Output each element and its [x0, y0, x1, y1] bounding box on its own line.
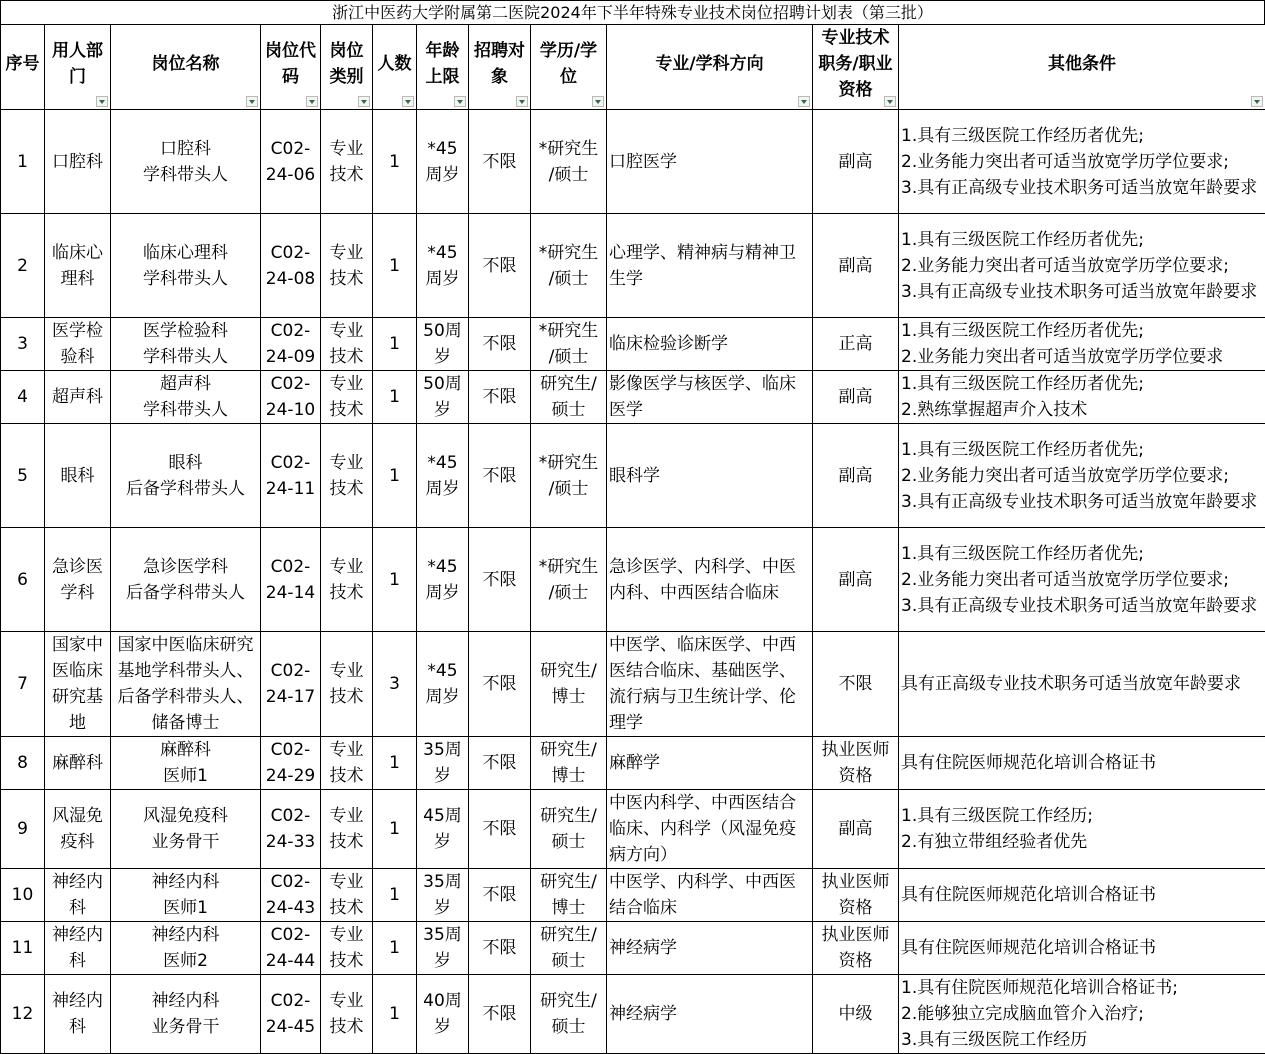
cell-col-headcount[interactable]: 1: [373, 528, 417, 632]
cell-col-index[interactable]: 1: [1, 110, 45, 214]
cell-col-major[interactable]: 神经病学: [607, 975, 813, 1054]
cell-col-headcount[interactable]: 1: [373, 975, 417, 1054]
header-label: 用人部门: [47, 38, 108, 96]
cell-col-education[interactable]: *研究生 /硕士: [531, 214, 607, 318]
cell-col-position-code[interactable]: C02- 24-08: [261, 214, 321, 318]
cell-col-other-conditions[interactable]: 具有住院医师规范化培训合格证书: [899, 737, 1265, 790]
cell-col-target[interactable]: 不限: [469, 528, 531, 632]
cell-col-age-limit[interactable]: 45周 岁: [417, 790, 469, 869]
cell-col-age-limit[interactable]: *45 周岁: [417, 110, 469, 214]
header-label: 岗位类别: [323, 38, 370, 96]
cell-col-other-conditions[interactable]: 1.具有三级医院工作经历者优先; 2.业务能力突出者可适当放宽学历学位要求; 3.具有正高级专业技术职务可适当放宽年龄要求: [899, 424, 1265, 528]
table-row: [1, 318, 1265, 371]
cell-col-position-code[interactable]: C02- 24-11: [261, 424, 321, 528]
header-col-position-name: [111, 25, 261, 110]
cell-col-position-name[interactable]: 急诊医学科 后备学科带头人: [111, 528, 261, 632]
cell-col-headcount[interactable]: 1: [373, 318, 417, 371]
cell-col-headcount[interactable]: 1: [373, 214, 417, 318]
cell-col-index[interactable]: 5: [1, 424, 45, 528]
cell-col-position-code[interactable]: C02- 24-45: [261, 975, 321, 1054]
cell-col-other-conditions[interactable]: 1.具有三级医院工作经历者优先; 2.熟练掌握超声介入技术: [899, 371, 1265, 424]
table-row: [1, 110, 1265, 214]
cell-col-index[interactable]: 9: [1, 790, 45, 869]
header-label: 其他条件: [901, 51, 1263, 83]
cell-col-major[interactable]: 影像医学与核医学、临床医学: [607, 371, 813, 424]
cell-col-qualification[interactable]: 执业医师 资格: [813, 869, 899, 922]
table-row: [1, 214, 1265, 318]
header-label: 岗位名称: [113, 51, 258, 83]
cell-col-position-code[interactable]: C02- 24-14: [261, 528, 321, 632]
header-col-department: [45, 25, 111, 110]
table-row: [1, 975, 1265, 1054]
cell-col-position-name[interactable]: 超声科 学科带头人: [111, 371, 261, 424]
cell-col-position-type[interactable]: 专业 技术: [321, 110, 373, 214]
cell-col-major[interactable]: 心理学、精神病与精神卫生学: [607, 214, 813, 318]
cell-col-index[interactable]: 2: [1, 214, 45, 318]
dropdown-filter-icon[interactable]: [516, 96, 528, 107]
cell-col-department[interactable]: 医学检 验科: [45, 318, 111, 371]
cell-col-other-conditions[interactable]: 1.具有三级医院工作经历者优先; 2.业务能力突出者可适当放宽学历学位要求; 3.具有正高级专业技术职务可适当放宽年龄要求: [899, 110, 1265, 214]
cell-col-position-name[interactable]: 眼科 后备学科带头人: [111, 424, 261, 528]
cell-col-index[interactable]: 4: [1, 371, 45, 424]
cell-col-other-conditions[interactable]: 具有住院医师规范化培训合格证书: [899, 922, 1265, 975]
cell-col-department[interactable]: 神经内 科: [45, 869, 111, 922]
cell-col-position-name[interactable]: 口腔科 学科带头人: [111, 110, 261, 214]
table-row: [1, 869, 1265, 922]
dropdown-filter-icon[interactable]: [358, 96, 370, 107]
cell-col-qualification[interactable]: 执业医师 资格: [813, 737, 899, 790]
table-row: [1, 528, 1265, 632]
cell-col-education[interactable]: *研究生 /硕士: [531, 424, 607, 528]
cell-col-position-name[interactable]: 神经内科 医师2: [111, 922, 261, 975]
cell-col-headcount[interactable]: 1: [373, 110, 417, 214]
cell-col-department[interactable]: 神经内 科: [45, 975, 111, 1054]
cell-col-other-conditions[interactable]: 具有正高级专业技术职务可适当放宽年龄要求: [899, 632, 1265, 737]
cell-col-target[interactable]: 不限: [469, 632, 531, 737]
cell-col-other-conditions[interactable]: 1.具有三级医院工作经历者优先; 2.业务能力突出者可适当放宽学历学位要求; 3.具有正高级专业技术职务可适当放宽年龄要求: [899, 528, 1265, 632]
cell-col-target[interactable]: 不限: [469, 737, 531, 790]
cell-col-headcount[interactable]: 3: [373, 632, 417, 737]
cell-col-position-name[interactable]: 神经内科 业务骨干: [111, 975, 261, 1054]
table-row: [1, 424, 1265, 528]
cell-col-position-type[interactable]: 专业 技术: [321, 371, 373, 424]
cell-col-position-name[interactable]: 国家中医临床研究 基地学科带头人、 后备学科带头人、 储备博士: [111, 632, 261, 737]
header-col-index: [1, 25, 45, 110]
table-row: [1, 737, 1265, 790]
cell-col-target[interactable]: 不限: [469, 110, 531, 214]
cell-col-index[interactable]: 8: [1, 737, 45, 790]
cell-col-position-code[interactable]: C02- 24-17: [261, 632, 321, 737]
cell-col-other-conditions[interactable]: 1.具有住院医师规范化培训合格证书; 2.能够独立完成脑血管介入治疗; 3.具有三级医院工作经历: [899, 975, 1265, 1054]
header-col-target: [469, 25, 531, 110]
cell-col-qualification[interactable]: 执业医师 资格: [813, 922, 899, 975]
header-label: 人数: [375, 51, 414, 83]
cell-col-qualification[interactable]: 副高: [813, 371, 899, 424]
dropdown-filter-icon[interactable]: [246, 96, 258, 107]
cell-col-department[interactable]: 临床心 理科: [45, 214, 111, 318]
cell-col-position-type[interactable]: 专业 技术: [321, 424, 373, 528]
header-label: 专业/学科方向: [609, 51, 810, 83]
dropdown-filter-icon[interactable]: [96, 96, 108, 107]
cell-col-education[interactable]: 研究生/ 硕士: [531, 371, 607, 424]
cell-col-position-type[interactable]: 专业 技术: [321, 632, 373, 737]
cell-col-target[interactable]: 不限: [469, 922, 531, 975]
table-row: [1, 371, 1265, 424]
cell-col-position-name[interactable]: 风湿免疫科 业务骨干: [111, 790, 261, 869]
cell-col-qualification[interactable]: 正高: [813, 318, 899, 371]
cell-col-department[interactable]: 国家中 医临床 研究基 地: [45, 632, 111, 737]
dropdown-filter-icon[interactable]: [454, 96, 466, 107]
cell-col-major[interactable]: 中医学、临床医学、中西医结合临床、基础医学、流行病与卫生统计学、伦理学: [607, 632, 813, 737]
cell-col-position-name[interactable]: 神经内科 医师1: [111, 869, 261, 922]
cell-col-education[interactable]: 研究生/ 博士: [531, 869, 607, 922]
cell-col-headcount[interactable]: 1: [373, 790, 417, 869]
cell-col-age-limit[interactable]: 35周 岁: [417, 922, 469, 975]
cell-col-department[interactable]: 眼科: [45, 424, 111, 528]
cell-col-index[interactable]: 10: [1, 869, 45, 922]
cell-col-position-type[interactable]: 专业 技术: [321, 737, 373, 790]
cell-col-position-code[interactable]: C02- 24-44: [261, 922, 321, 975]
cell-col-major[interactable]: 急诊医学、内科学、中医内科、中西医结合临床: [607, 528, 813, 632]
cell-col-education[interactable]: *研究生 /硕士: [531, 110, 607, 214]
cell-col-department[interactable]: 急诊医 学科: [45, 528, 111, 632]
cell-col-position-type[interactable]: 专业 技术: [321, 214, 373, 318]
header-col-other-conditions: [899, 25, 1265, 110]
cell-col-department[interactable]: 麻醉科: [45, 737, 111, 790]
cell-col-other-conditions[interactable]: 1.具有三级医院工作经历者优先; 2.业务能力突出者可适当放宽学历学位要求: [899, 318, 1265, 371]
cell-col-index[interactable]: 7: [1, 632, 45, 737]
cell-col-headcount[interactable]: 1: [373, 922, 417, 975]
cell-col-major[interactable]: 中医学、内科学、中西医结合临床: [607, 869, 813, 922]
table-row: [1, 790, 1265, 869]
header-col-position-type: [321, 25, 373, 110]
cell-col-other-conditions[interactable]: 1.具有三级医院工作经历者优先; 2.业务能力突出者可适当放宽学历学位要求; 3.具有正高级专业技术职务可适当放宽年龄要求: [899, 214, 1265, 318]
cell-col-position-type[interactable]: 专业 技术: [321, 922, 373, 975]
dropdown-filter-icon[interactable]: [1251, 96, 1263, 107]
header-label: 序号: [3, 51, 42, 83]
cell-col-position-name[interactable]: 临床心理科 学科带头人: [111, 214, 261, 318]
cell-col-target[interactable]: 不限: [469, 424, 531, 528]
dropdown-filter-icon[interactable]: [592, 96, 604, 107]
cell-col-department[interactable]: 神经内 科: [45, 922, 111, 975]
cell-col-major[interactable]: 神经病学: [607, 922, 813, 975]
cell-col-qualification[interactable]: 副高: [813, 110, 899, 214]
cell-col-position-code[interactable]: C02- 24-43: [261, 869, 321, 922]
cell-col-position-type[interactable]: 专业 技术: [321, 318, 373, 371]
cell-col-position-code[interactable]: C02- 24-06: [261, 110, 321, 214]
cell-col-education[interactable]: *研究生 /硕士: [531, 528, 607, 632]
header-label: 学历/学位: [533, 38, 604, 96]
cell-col-target[interactable]: 不限: [469, 318, 531, 371]
header-label: 年龄上限: [419, 38, 466, 96]
cell-col-other-conditions[interactable]: 1.具有三级医院工作经历; 2.有独立带组经验者优先: [899, 790, 1265, 869]
table-row: [1, 632, 1265, 737]
cell-col-age-limit[interactable]: 35周 岁: [417, 737, 469, 790]
cell-col-position-name[interactable]: 医学检验科 学科带头人: [111, 318, 261, 371]
cell-col-qualification[interactable]: 中级: [813, 975, 899, 1054]
cell-col-major[interactable]: 麻醉学: [607, 737, 813, 790]
header-label: 专业技术职务/职业资格: [815, 25, 896, 109]
cell-col-major[interactable]: 口腔医学: [607, 110, 813, 214]
cell-col-position-type[interactable]: 专业 技术: [321, 869, 373, 922]
cell-col-index[interactable]: 12: [1, 975, 45, 1054]
header-col-position-code: [261, 25, 321, 110]
cell-col-education[interactable]: 研究生/ 博士: [531, 737, 607, 790]
cell-col-index[interactable]: 11: [1, 922, 45, 975]
cell-col-position-type[interactable]: 专业 技术: [321, 528, 373, 632]
cell-col-age-limit[interactable]: 35周 岁: [417, 869, 469, 922]
cell-col-headcount[interactable]: 1: [373, 869, 417, 922]
header-col-age-limit: [417, 25, 469, 110]
cell-col-education[interactable]: 研究生/ 硕士: [531, 922, 607, 975]
header-col-qualification: [813, 25, 899, 110]
cell-col-target[interactable]: 不限: [469, 371, 531, 424]
cell-col-qualification[interactable]: 副高: [813, 424, 899, 528]
header-label: 招聘对象: [471, 38, 528, 96]
cell-col-target[interactable]: 不限: [469, 869, 531, 922]
cell-col-target[interactable]: 不限: [469, 214, 531, 318]
cell-col-other-conditions[interactable]: 具有住院医师规范化培训合格证书: [899, 869, 1265, 922]
cell-col-qualification[interactable]: 不限: [813, 632, 899, 737]
cell-col-major[interactable]: 中医内科学、中西医结合临床、内科学（风湿免疫病方向）: [607, 790, 813, 869]
cell-col-position-type[interactable]: 专业 技术: [321, 975, 373, 1054]
cell-col-position-name[interactable]: 麻醉科 医师1: [111, 737, 261, 790]
header-label: 岗位代码: [263, 38, 318, 96]
cell-col-age-limit[interactable]: *45 周岁: [417, 528, 469, 632]
cell-col-position-code[interactable]: C02- 24-29: [261, 737, 321, 790]
dropdown-filter-icon[interactable]: [798, 96, 810, 107]
cell-col-position-type[interactable]: 专业 技术: [321, 790, 373, 869]
cell-col-education[interactable]: *研究生 /硕士: [531, 318, 607, 371]
cell-col-age-limit[interactable]: 50周 岁: [417, 371, 469, 424]
cell-col-headcount[interactable]: 1: [373, 737, 417, 790]
cell-col-major[interactable]: 临床检验诊断学: [607, 318, 813, 371]
cell-col-department[interactable]: 风湿免 疫科: [45, 790, 111, 869]
cell-col-education[interactable]: 研究生/ 硕士: [531, 975, 607, 1054]
cell-col-department[interactable]: 超声科: [45, 371, 111, 424]
header-col-headcount: [373, 25, 417, 110]
cell-col-age-limit[interactable]: *45 周岁: [417, 424, 469, 528]
cell-col-qualification[interactable]: 副高: [813, 790, 899, 869]
header-col-major: [607, 25, 813, 110]
cell-col-age-limit[interactable]: 40周 岁: [417, 975, 469, 1054]
cell-col-qualification[interactable]: 副高: [813, 214, 899, 318]
cell-col-education[interactable]: 研究生/ 博士: [531, 632, 607, 737]
table-row: [1, 922, 1265, 975]
cell-col-position-code[interactable]: C02- 24-33: [261, 790, 321, 869]
cell-col-target[interactable]: 不限: [469, 790, 531, 869]
header-col-education: [531, 25, 607, 110]
cell-col-headcount[interactable]: 1: [373, 371, 417, 424]
sheet-title: 浙江中医药大学附属第二医院2024年下半年特殊专业技术岗位招聘计划表（第三批）: [0, 0, 1265, 24]
cell-col-headcount[interactable]: 1: [373, 424, 417, 528]
dropdown-filter-icon[interactable]: [402, 96, 414, 107]
cell-col-department[interactable]: 口腔科: [45, 110, 111, 214]
cell-col-position-code[interactable]: C02- 24-10: [261, 371, 321, 424]
cell-col-target[interactable]: 不限: [469, 975, 531, 1054]
cell-col-index[interactable]: 6: [1, 528, 45, 632]
cell-col-major[interactable]: 眼科学: [607, 424, 813, 528]
cell-col-age-limit[interactable]: *45 周岁: [417, 632, 469, 737]
cell-col-age-limit[interactable]: 50周 岁: [417, 318, 469, 371]
table-body: [1, 110, 1265, 1054]
cell-col-age-limit[interactable]: *45 周岁: [417, 214, 469, 318]
header-row: [1, 25, 1265, 110]
recruitment-table: [0, 24, 1265, 1054]
cell-col-qualification[interactable]: 副高: [813, 528, 899, 632]
dropdown-filter-icon[interactable]: [306, 96, 318, 107]
dropdown-filter-icon[interactable]: [884, 96, 896, 107]
cell-col-index[interactable]: 3: [1, 318, 45, 371]
cell-col-education[interactable]: 研究生/ 硕士: [531, 790, 607, 869]
cell-col-position-code[interactable]: C02- 24-09: [261, 318, 321, 371]
